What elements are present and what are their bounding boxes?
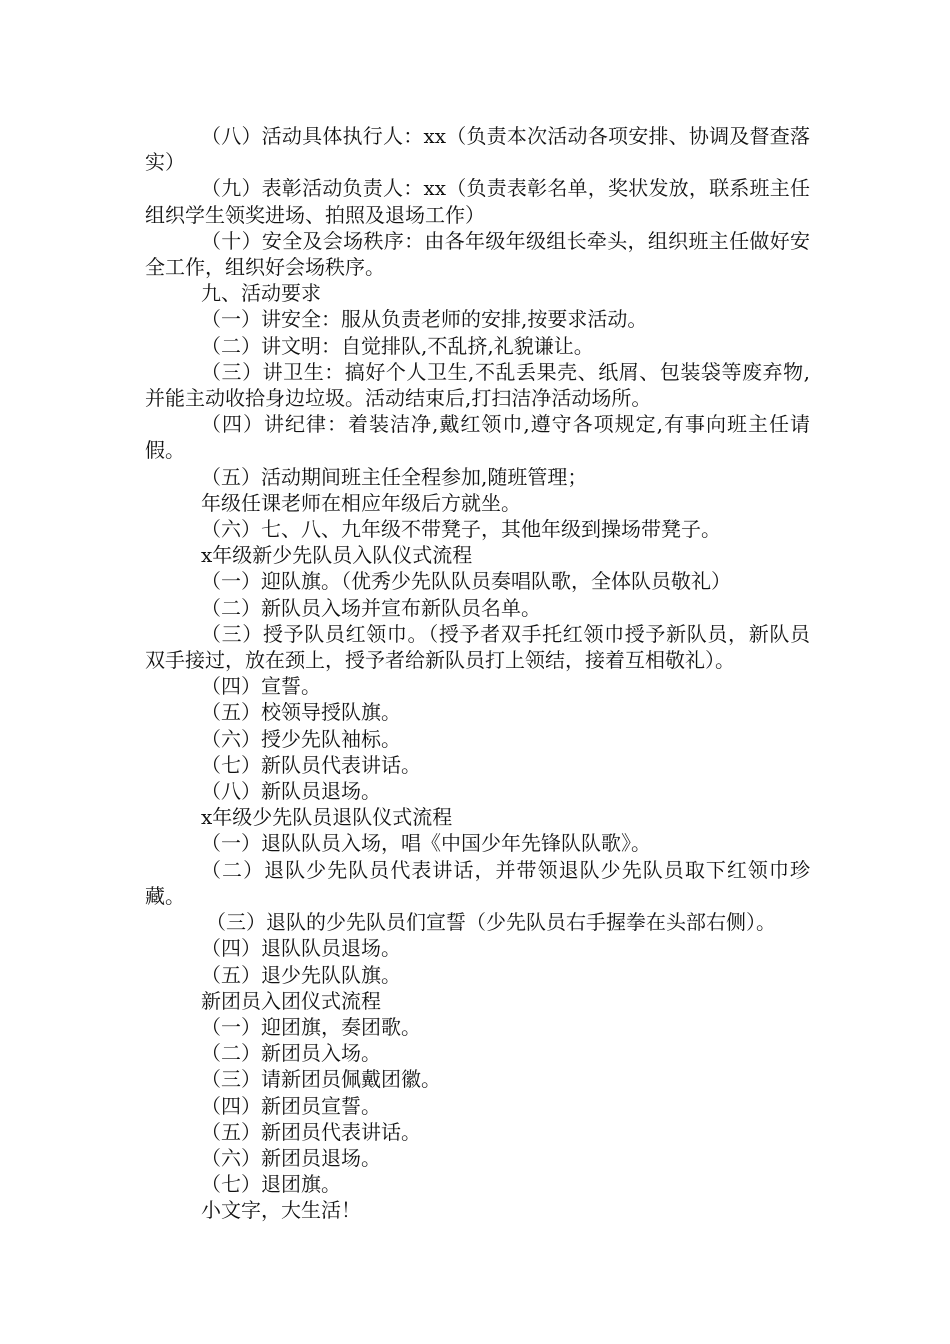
paragraph-stools: （六）七、八、九年级不带凳子，其他年级到操场带凳子。 — [201, 517, 721, 542]
section-heading-pioneer-leave: x年级少先队员退队仪式流程 — [201, 805, 453, 830]
paragraph-join-step-7: （七）新队员代表讲话。 — [201, 752, 421, 777]
paragraph-league-step-4: （四）新团员宣誓。 — [201, 1093, 381, 1118]
section-heading-league-join: 新团员入团仪式流程 — [201, 988, 381, 1013]
paragraph-leave-step-1: （一）退队队员入场，唱《中国少年先锋队队歌》。 — [201, 831, 651, 856]
paragraph-join-step-6: （六）授少先队袖标。 — [201, 726, 401, 751]
paragraph-league-step-2: （二）新团员入场。 — [201, 1041, 381, 1066]
paragraph-req-discipline: （四）讲纪律：着装洁净,戴红领巾,遵守各项规定,有事向班主任请假。 — [145, 412, 810, 463]
paragraph-league-step-7: （七）退团旗。 — [201, 1172, 341, 1197]
paragraph-join-step-3: （三）授予队员红领巾。（授予者双手托红领巾授予新队员，新队员双手接过，放在颈上，授予者给新队员打上领结，接着互相敬礼）。 — [145, 621, 810, 673]
section-heading-pioneer-join: x年级新少先队员入队仪式流程 — [201, 543, 473, 568]
paragraph-closing-slogan: 小文字，大生活！ — [201, 1198, 361, 1223]
paragraph-join-step-1: （一）迎队旗。（优秀少先队队员奏唱队歌，全体队员敬礼） — [201, 569, 731, 594]
paragraph-league-step-6: （六）新团员退场。 — [201, 1145, 381, 1170]
paragraph-req-civility: （二）讲文明：自觉排队,不乱挤,礼貌谦让。 — [201, 333, 594, 358]
paragraph-leave-step-3: （三）退队的少先队员们宣誓（少先队员右手握拳在头部右侧）。 — [206, 910, 776, 935]
paragraph-league-step-5: （五）新团员代表讲话。 — [201, 1119, 421, 1144]
paragraph-league-step-1: （一）迎团旗，奏团歌。 — [201, 1014, 421, 1039]
paragraph-seating: 年级任课老师在相应年级后方就坐。 — [201, 490, 521, 515]
paragraph-join-step-5: （五）校领导授队旗。 — [201, 700, 401, 725]
paragraph-leave-step-4: （四）退队队员退场。 — [201, 936, 401, 961]
paragraph-req-safety: （一）讲安全：服从负责老师的安排,按要求活动。 — [201, 307, 648, 332]
paragraph-req-hygiene: （三）讲卫生：搞好个人卫生,不乱丢果壳、纸屑、包装袋等废弃物,并能主动收拾身边垃圾。活动结束后,打扫洁净活动场所。 — [145, 359, 810, 411]
paragraph-executor: （八）活动具体执行人：xx（负责本次活动各项安排、协调及督查落实） — [145, 124, 810, 175]
document-body — [145, 123, 810, 1224]
paragraph-league-step-3: （三）请新团员佩戴团徽。 — [201, 1067, 441, 1092]
paragraph-award-lead: （九）表彰活动负责人：xx（负责表彰名单，奖状发放，联系班主任组织学生领奖进场、拍照及退场工作） — [145, 176, 810, 227]
paragraph-leave-step-5: （五）退少先队队旗。 — [201, 962, 401, 987]
paragraph-join-step-4: （四）宣誓。 — [201, 674, 321, 699]
paragraph-join-step-2: （二）新队员入场并宣布新队员名单。 — [201, 595, 541, 620]
paragraph-req-teacher: （五）活动期间班主任全程参加,随班管理； — [201, 464, 588, 489]
paragraph-safety: （十）安全及会场秩序：由各年级年级组长牵头，组织班主任做好安全工作，组织好会场秩序。 — [145, 228, 810, 280]
paragraph-join-step-8: （八）新队员退场。 — [201, 779, 381, 804]
section-heading-requirements: 九、活动要求 — [201, 281, 321, 306]
paragraph-leave-step-2: （二）退队少先队员代表讲话，并带领退队少先队员取下红领巾珍藏。 — [145, 857, 810, 908]
